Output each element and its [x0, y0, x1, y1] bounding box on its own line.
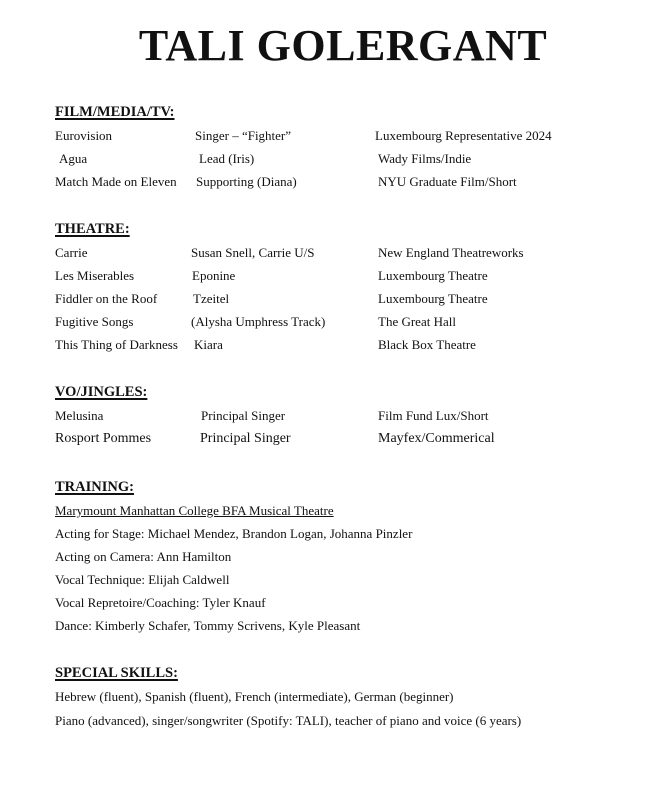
- credit-role: Supporting (Diana): [196, 174, 297, 189]
- section-heading-vo: VO/JINGLES:: [55, 384, 148, 400]
- credit-venue: Luxembourg Theatre: [378, 268, 488, 283]
- credit-role: Principal Singer: [200, 431, 291, 446]
- credit-role: Singer – “Fighter”: [195, 128, 292, 143]
- credit-role: Principal Singer: [201, 408, 286, 423]
- credit-venue: The Great Hall: [378, 314, 456, 329]
- credit-project: Les Miserables: [55, 268, 135, 283]
- section-heading-skills: SPECIAL SKILLS:: [55, 665, 178, 681]
- credit-venue: Film Fund Lux/Short: [378, 408, 489, 423]
- credit-project: Agua: [59, 151, 88, 166]
- credit-venue: Mayfex/Commerical: [378, 431, 495, 446]
- section-heading-training: TRAINING:: [55, 479, 134, 495]
- credit-project: Fiddler on the Roof: [55, 291, 158, 306]
- credit-venue: New England Theatreworks: [378, 245, 524, 260]
- credit-venue: NYU Graduate Film/Short: [378, 174, 517, 189]
- section-heading-film: FILM/MEDIA/TV:: [55, 104, 175, 120]
- credit-role: (Alysha Umphress Track): [191, 314, 326, 329]
- credit-venue: Luxembourg Representative 2024: [375, 128, 552, 143]
- training-line: Vocal Technique: Elijah Caldwell: [55, 572, 230, 587]
- credit-role: Kiara: [194, 337, 223, 352]
- skills-line: Piano (advanced), singer/songwriter (Spotify: TALI), teacher of piano and voice (6 years): [55, 713, 522, 728]
- credit-role: Lead (Iris): [199, 151, 255, 166]
- training-school: Marymount Manhattan College BFA Musical Theatre: [55, 503, 334, 518]
- credit-row: [0, 336, 648, 356]
- training-line: Vocal Repretoire/Coaching: Tyler Knauf: [55, 595, 266, 610]
- credit-project: This Thing of Darkness: [55, 337, 178, 352]
- credit-project: Eurovision: [55, 128, 113, 143]
- training-line: Acting for Stage: Michael Mendez, Brandon Logan, Johanna Pinzler: [55, 526, 413, 541]
- credit-role: Susan Snell, Carrie U/S: [191, 245, 315, 260]
- credit-row: [0, 267, 648, 287]
- credit-project: Match Made on Eleven: [55, 174, 177, 189]
- credit-role: Eponine: [192, 268, 236, 283]
- training-line: Dance: Kimberly Schafer, Tommy Scrivens, Kyle Pleasant: [55, 618, 361, 633]
- resume-name: TALI GOLERGANT: [138, 21, 548, 70]
- training-line: Acting on Camera: Ann Hamilton: [55, 549, 232, 564]
- credit-row: [0, 407, 648, 427]
- credit-row: [0, 430, 648, 450]
- credit-row: [0, 127, 648, 147]
- credit-row: [0, 290, 648, 310]
- credit-row: [0, 173, 648, 193]
- credit-row: [0, 244, 648, 264]
- credit-venue: Luxembourg Theatre: [378, 291, 488, 306]
- credit-project: Rosport Pommes: [55, 431, 152, 446]
- credit-row: [0, 150, 648, 170]
- credit-project: Melusina: [55, 408, 104, 423]
- credit-venue: Wady Films/Indie: [378, 151, 472, 166]
- credit-project: Fugitive Songs: [55, 314, 134, 329]
- credit-project: Carrie: [55, 245, 88, 260]
- section-heading-theatre: THEATRE:: [55, 221, 130, 237]
- credit-venue: Black Box Theatre: [378, 337, 476, 352]
- credit-row: [0, 313, 648, 333]
- credit-role: Tzeitel: [193, 291, 230, 306]
- skills-line: Hebrew (fluent), Spanish (fluent), French (intermediate), German (beginner): [55, 689, 454, 704]
